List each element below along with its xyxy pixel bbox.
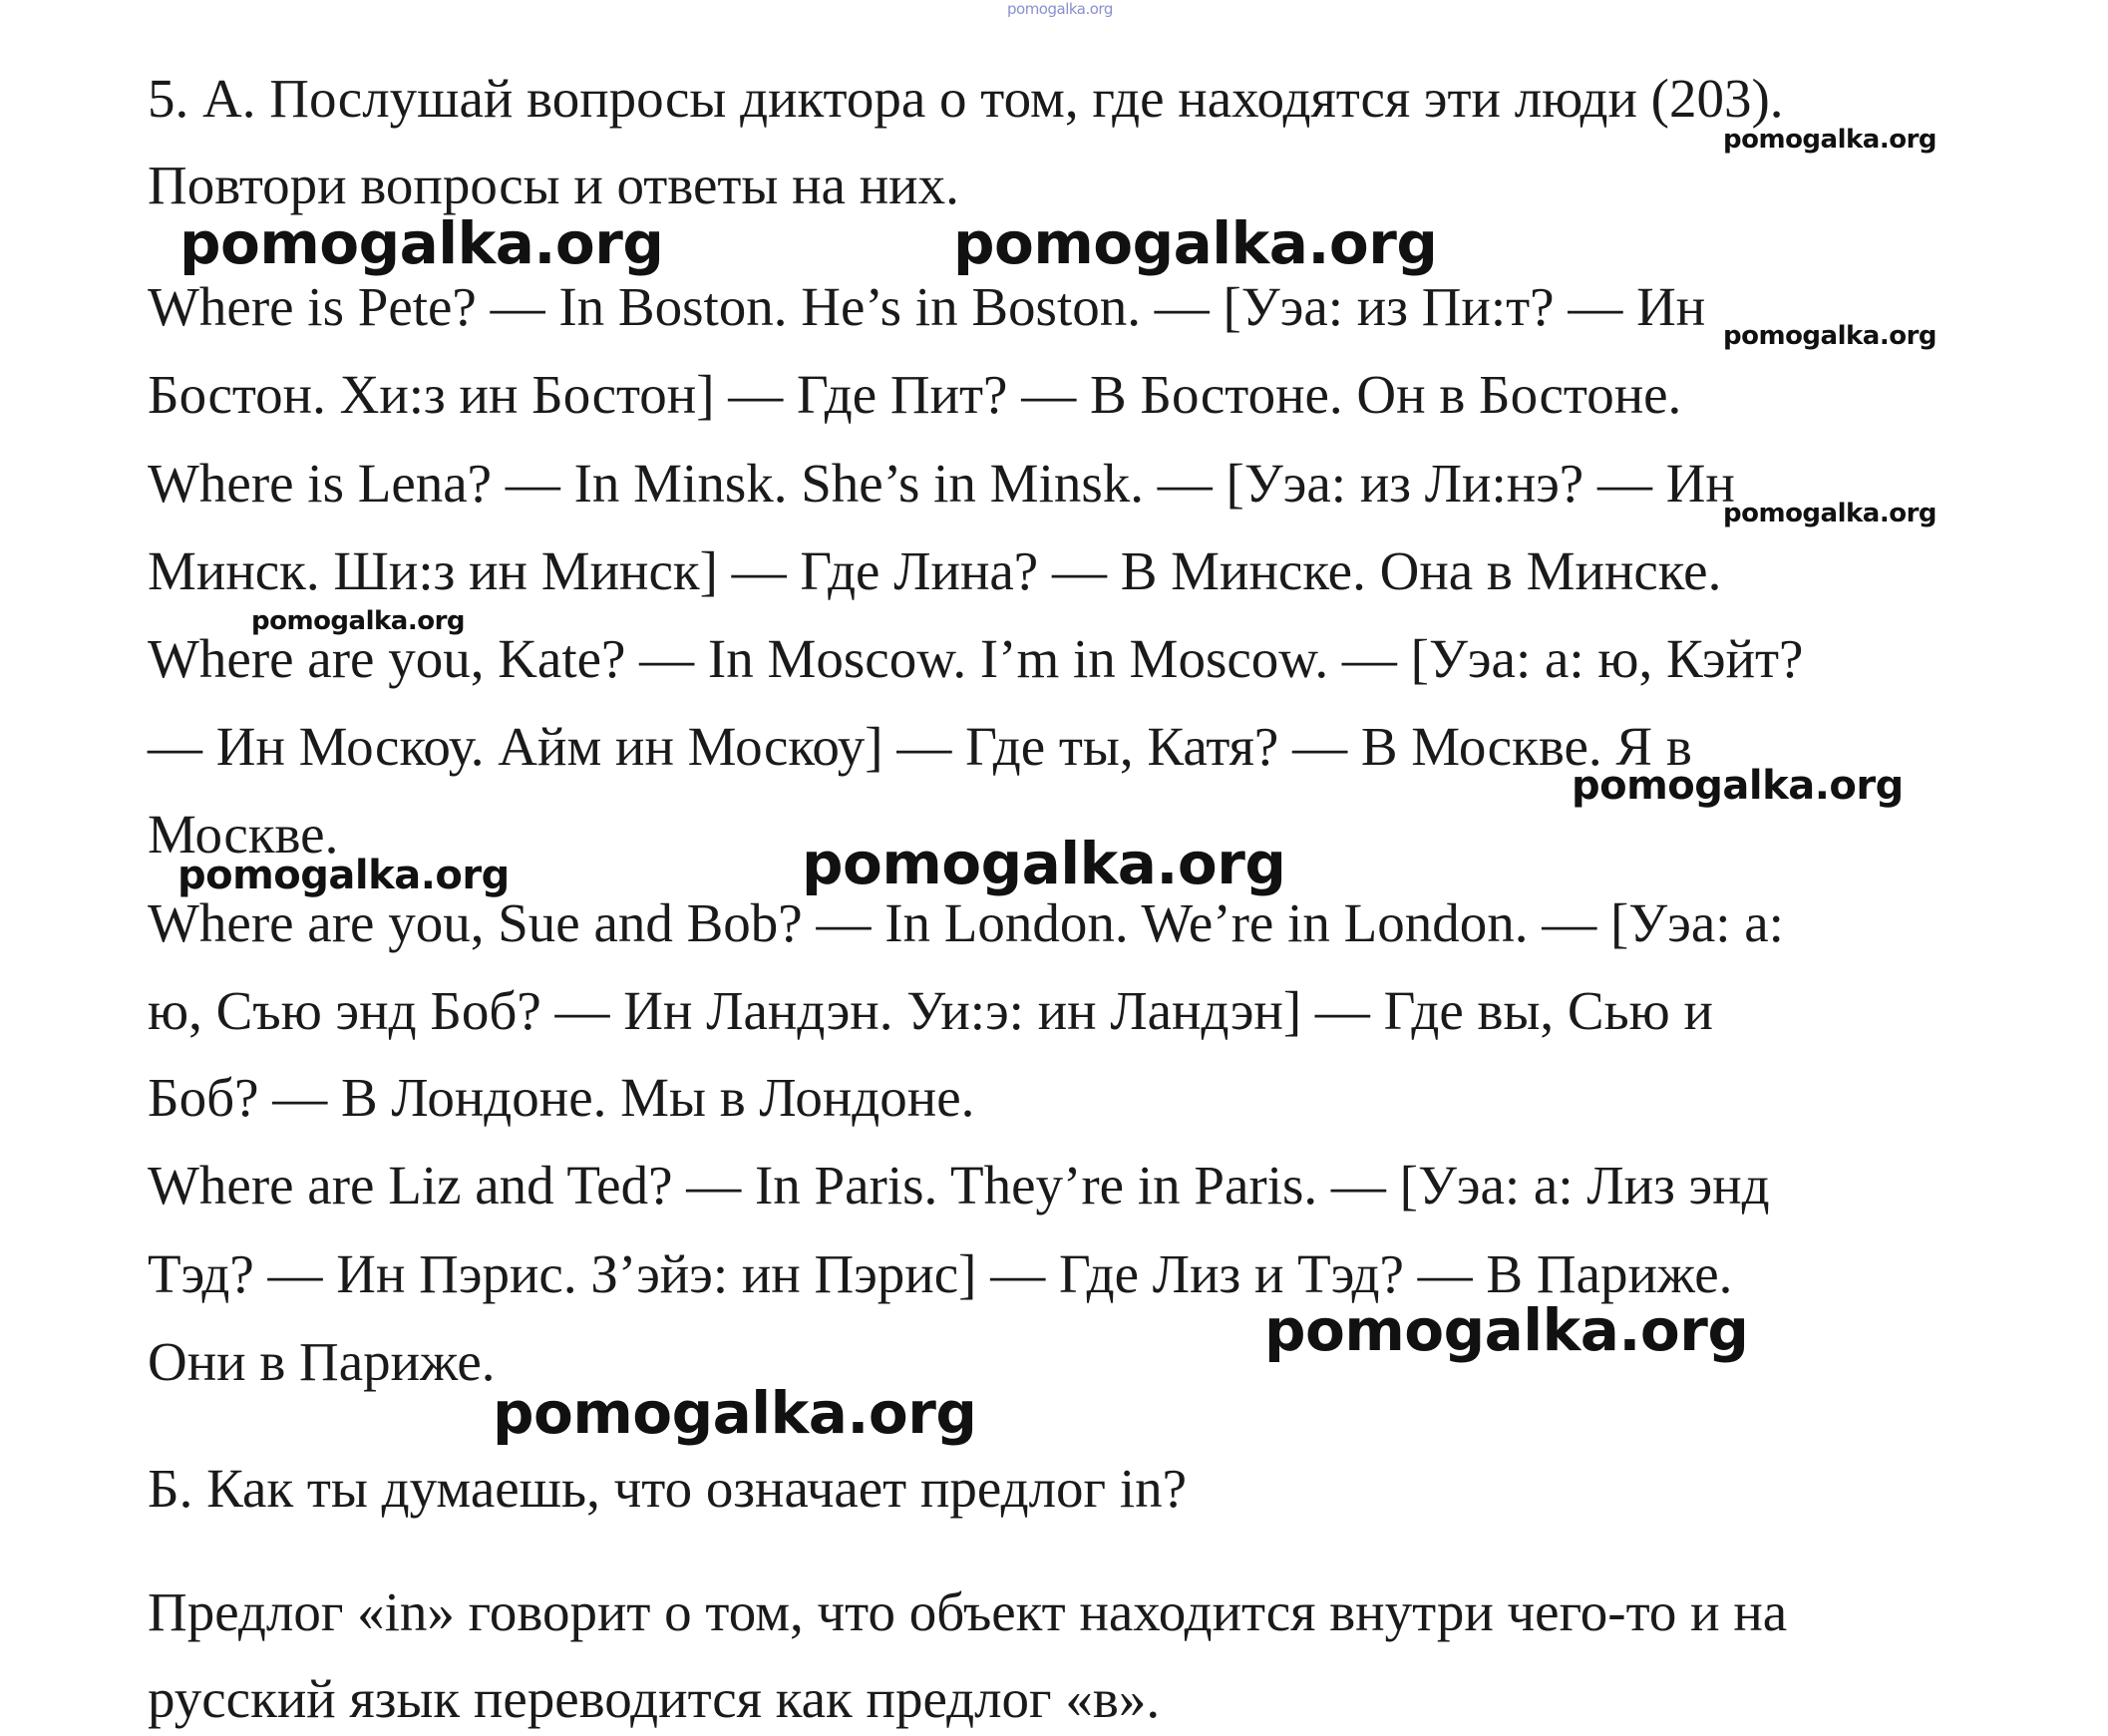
text-line-1: 5. А. Послушай вопросы диктора о том, где находятся эти люди (203). [148,68,1784,129]
text-line-14: Тэд? — Ин Пэрис. З’эйэ: ин Пэрис] — Где Лиз и Тэд? — В Париже. [148,1243,1733,1304]
watermark: pomogalka.org [1572,763,1904,809]
text-line-17: Предлог «in» говорит о том, что объект находится внутри чего-то и на [148,1581,1788,1642]
text-line-16: Б. Как ты думаешь, что означает предлог in? [148,1458,1188,1519]
text-line-15: Они в Париже. [148,1331,496,1392]
text-line-8: — Ин Москоу. Айм ин Москоу] — Где ты, Катя? — В Москве. Я в [148,716,1692,777]
watermark: pomogalka.org [802,830,1286,897]
text-line-9: Москве. [148,804,339,865]
watermark-top: pomogalka.org [1007,0,1113,18]
watermark: pomogalka.org [179,209,664,277]
watermark: pomogalka.org [1723,125,1937,155]
text-line-5: Where is Lena? — In Minsk. She’s in Minsk. — [Уэа: из Ли:нэ? — Ин [148,453,1735,514]
watermark: pomogalka.org [1264,1296,1749,1364]
text-line-6: Минск. Ши:з ин Минск] — Где Лина? — В Минске. Она в Минске. [148,540,1722,601]
text-line-13: Where are Liz and Ted? — In Paris. They’re in Paris. — [Уэа: а: Лиз энд [148,1155,1770,1215]
text-line-10: Where are you, Sue and Bob? — In London. We’re in London. — [Уэа: а: [148,892,1784,953]
text-line-7: Where are you, Kate? — In Moscow. I’m in Moscow. — [Уэа: а: ю, Кэйт? [148,628,1804,689]
text-line-11: ю, Съю энд Боб? — Ин Ландэн. Уи:э: ин Ландэн] — Где вы, Сью и [148,980,1713,1041]
text-line-12: Боб? — В Лондоне. Мы в Лондоне. [148,1067,975,1128]
watermark: pomogalka.org [493,1379,977,1447]
watermark: pomogalka.org [177,853,510,898]
text-line-18: русский язык переводится как предлог «в». [148,1668,1161,1729]
text-line-4: Бостон. Хи:з ин Бостон] — Где Пит? — В Бостоне. Он в Бостоне. [148,364,1682,425]
watermark: pomogalka.org [1723,499,1937,528]
watermark: pomogalka.org [953,209,1438,277]
text-line-2: Повтори вопросы и ответы на них. [148,155,959,215]
watermark: pomogalka.org [251,606,466,636]
watermark: pomogalka.org [1723,321,1937,351]
text-line-3: Where is Pete? — In Boston. He’s in Boston. — [Уэа: из Пи:т? — Ин [148,276,1706,337]
